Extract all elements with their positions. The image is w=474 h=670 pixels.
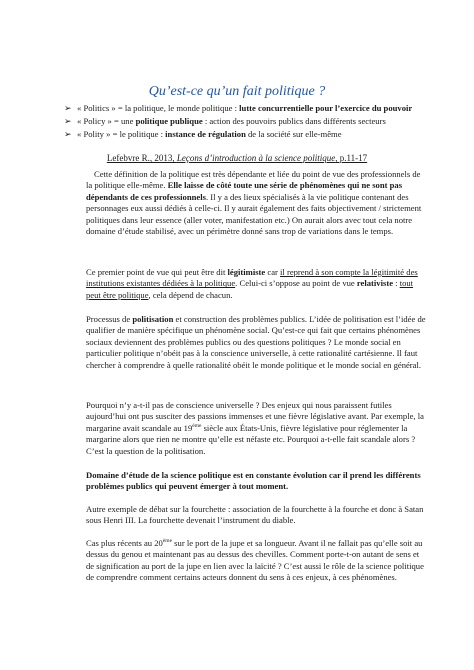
text-span: sur le port de la jupe et sa longueur. Avant il ne fallait pas qu’elle soit au dessus du genou et maintenant pas au dessus des chevilles. Comment porte-t-on autant de sens et de signification au port de la jupe en lien avec la laïcité ? C’est aussi le rôle de la science politique de comprendre comment certains acteurs donnent du sens à ces enjeux, à ces phénomènes. <box>86 538 424 583</box>
bold-span: légitimiste <box>227 267 266 277</box>
paragraph-politisation <box>86 314 426 371</box>
paragraph-margarine <box>86 400 426 457</box>
bold-span: politisation <box>132 314 174 324</box>
bold-span: Elle laisse de côté toute une série de phénomènes qui ne sont pas dépendants de ces professionnels <box>86 180 403 202</box>
text-span: , cela dépend de chacun. <box>148 289 233 300</box>
paragraph-legitimist <box>86 267 426 301</box>
superscript: ème <box>192 422 202 429</box>
list-item-polity <box>64 128 424 140</box>
reference-book-title: Leçons d’introduction à la science politique <box>176 153 336 163</box>
arrow-bullet-icon: ➢ <box>64 103 72 113</box>
bullet-bold-text: lutte concurrentielle pour l’exercice du pouvoir <box>239 103 413 113</box>
page-title: Qu’est-ce qu’un fait politique ? <box>148 84 326 99</box>
text-span: Processus de <box>86 314 133 324</box>
bullet-text: « Polity » = le politique : <box>77 129 166 139</box>
superscript: ème <box>162 538 173 545</box>
reference-author: Lefebvre R., 2013, <box>106 153 177 163</box>
paragraph-skirt <box>86 538 426 584</box>
text-span: Cas plus récents au 20 <box>86 538 163 548</box>
text-span: car <box>265 267 281 277</box>
text-span: . Il y a des lieux spécialisés à la vie politique contenant des personnages eux aussi dédiés à celle-ci. Il y aurait également des faits objectivement / strictement politiques dans leur essence (aller voter, manifestation etc.) On aurait alors avec tout cela notre domaine d’étude stabilisé, avec un périmètre donné sans trop de variations dans le temps. <box>86 191 422 237</box>
text-span: siècle aux États-Unis, fièvre législative pour réglementer la margarine alors que rien ne montre qu’elle est néfaste etc. Pourquoi a-t-elle fait scandale alors ? C’est la question de la politisation. <box>86 422 416 456</box>
text-span: : <box>393 278 400 289</box>
bullet-bold-text: politique publique <box>135 116 203 126</box>
bullet-bold-text: instance de régulation <box>165 129 246 139</box>
bullet-text: « Politics » = la politique, le monde politique : <box>77 103 240 113</box>
bullet-text-end: de la société sur elle-même <box>245 129 342 139</box>
bullet-text: « Policy » = une <box>77 116 136 126</box>
paragraph-domain: Domaine d’étude de la science politique est en constante évolution car il prend les différents problèmes publics qui peuvent émerger à tout moment. <box>86 470 421 492</box>
bullet-text-end: : action des pouvoirs publics dans différents secteurs <box>202 116 386 126</box>
definition-list <box>64 102 424 141</box>
text-span: Ce premier point de vue qui peut être dit <box>86 267 228 277</box>
text-span: Pourquoi n’y a-t-il pas de conscience universelle ? Des enjeux qui nous paraissent futiles aujourd’hui ont pus susciter des passions immenses et une fièvre législative avant. Par exemple, la margarine avait scandale au 19 <box>86 400 424 433</box>
paragraph-fork: Autre exemple de débat sur la fourchette : association de la fourchette à la fourche et donc à Satan sous Henri III. La fourchette devenait l’instrument du diable. <box>86 504 424 526</box>
arrow-bullet-icon: ➢ <box>64 129 72 139</box>
arrow-bullet-icon: ➢ <box>64 116 72 126</box>
underlined-span: tout peut être politique <box>86 278 414 300</box>
text-span: et construction des problèmes publics. L’idée de politisation est l’idée de qualifier de manière spécifique un phénomène social. Qu’est-ce qui fait que certains phénomènes sociaux deviennent des problèmes publics ou des questions politiques ? Le monde social en particulier politique n’obéit pas à la conscience universelle, à cette rationalité cartésienne. Il faut chercher à comprendre à quelle rationalité obéit le monde politique et le monde social en général. <box>86 314 426 370</box>
bibliographic-reference <box>0 153 474 163</box>
list-item-politics <box>64 102 424 114</box>
text-span: Cette définition de la politique est très dépendante et liée du point de vue des professionnels de la politique elle-même. <box>86 169 421 191</box>
list-item-policy <box>64 115 424 127</box>
paragraph-definition <box>86 169 426 237</box>
bold-span: relativiste <box>356 278 394 289</box>
text-span: . Celui-ci s’oppose au point de vue <box>235 278 357 289</box>
underlined-span: il reprend à son compte la légitimité des institutions existantes dédiées à la politique <box>86 267 418 289</box>
reference-pages: , p.11-17 <box>335 153 368 163</box>
